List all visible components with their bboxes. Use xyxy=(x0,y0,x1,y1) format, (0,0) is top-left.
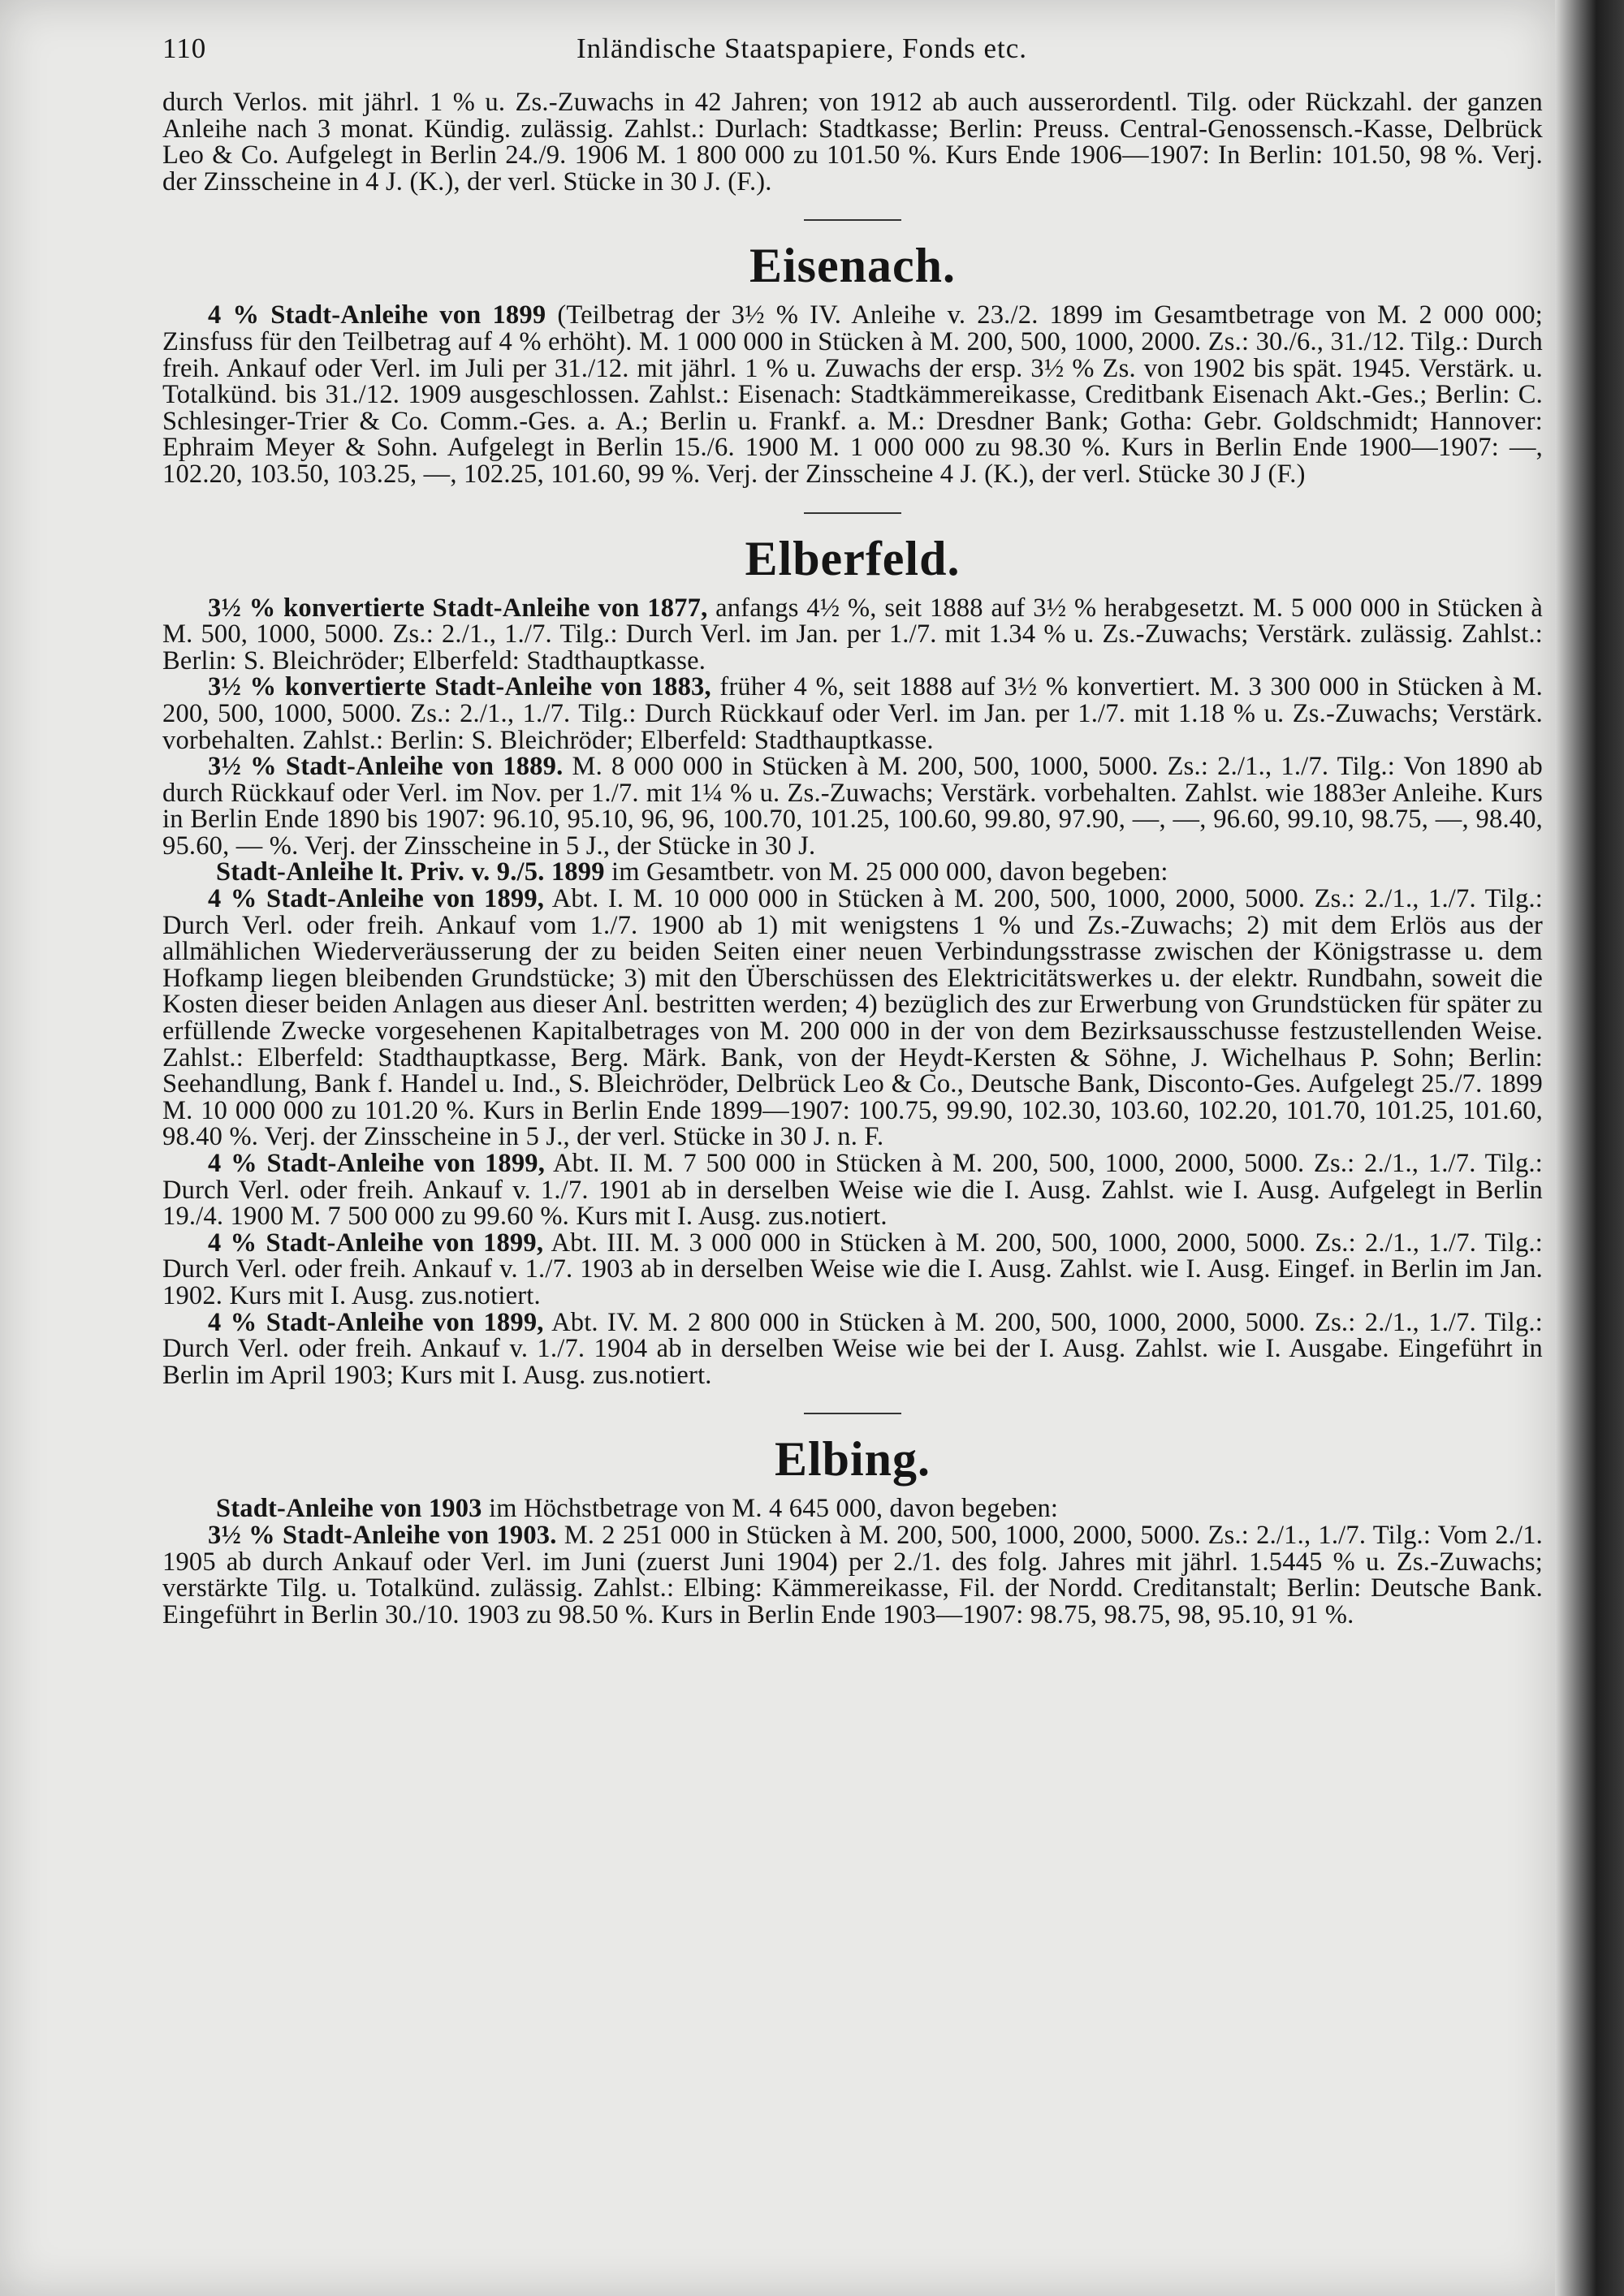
bond-entry xyxy=(162,1522,1543,1628)
bond-entry xyxy=(162,1230,1543,1310)
entry-heading: 3½ % Stadt-Anleihe von 1889. xyxy=(208,752,564,782)
entry-text: anfangs 4½ %, seit 1888 auf 3½ % herabgesetzt. M. 5 000 000 in Stücken à M. 500, 1000, 5000. Zs.: 2./1., 1./7. Tilg.: Durch Verl. im Jan. per 1./7. mit 1.34 % u. Zs.-Zuwachs; Verstärk. zulässig. Zahlst.: Berlin: S. Bleichröder; Elberfeld: Stadthauptkasse. xyxy=(162,593,1543,675)
entry-heading: 4 % Stadt-Anleihe von 1899, xyxy=(208,1307,544,1337)
entry-text: Abt. IV. M. 2 800 000 in Stücken à M. 200, 500, 1000, 2000, 5000. Zs.: 2./1., 1./7. Tilg.: Durch Verl. oder freih. Ankauf v. 1./7. 1904 ab in derselben Weise wie bei der I. Ausg. Zahlst. wie I. Ausgabe. Eingeführt in Berlin im April 1903; Kurs mit I. Ausg. zus.notiert. xyxy=(162,1307,1543,1390)
section-title-elbing: Elbing. xyxy=(774,1432,931,1487)
entry-text: Abt. I. M. 10 000 000 in Stücken à M. 200, 500, 1000, 2000, 5000. Zs.: 2./1., 1./7. Tilg.: Durch Verl. oder freih. Ankauf vom 1./7. 1900 ab 1) mit wenigstens 1 % und Zs.-Zuwachs; 2) mit dem Erlös aus der allmählichen Wiederveräusserung der zu beiden Seiten einer neuen Verbindungsstrasse zwischen der Königstrasse u. dem Hofkamp liegen bleibenden Grundstücke; 3) mit den Überschüssen des Elektricitätswerkes u. der elektr. Rundbahn, soweit die Kosten dieser beiden Anlagen aus dieser Anl. bestritten werden; 4) bezüglich des zur Erwerbung von Grundstücken für später zu erfüllende Zwecke vorgesehenen Kapitalbetrages von M. 200 000 in der von dem Bezirksausschusse festzustellenden Weise. Zahlst.: Elberfeld: Stadthauptkasse, Berg. Märk. Bank, von der Heydt-Kersten & Söhne, J. Wichelhaus P. Sohn; Berlin: Seehandlung, Bank f. Handel u. Ind., S. Bleichröder, Delbrück Leo & Co., Deutsche Bank, Disconto-Ges. Aufgelegt 25./7. 1899 M. 10 000 000 zu 101.20 %. Kurs in Berlin Ende 1899—1907: 100.75, 99.90, 102.30, 103.60, 102.20, 101.70, 101.25, 101.60, 98.40 %. Verj. der Zinsscheine in 5 J., der verl. Stücke in 30 J. n. F. xyxy=(162,884,1544,1152)
entry-heading: 4 % Stadt-Anleihe von 1899 xyxy=(208,300,546,330)
bond-entry xyxy=(162,674,1543,753)
running-header xyxy=(162,32,1543,89)
section-title-elberfeld: Elberfeld. xyxy=(745,531,961,585)
entry-heading: Stadt-Anleihe lt. Priv. v. 9./5. 1899 xyxy=(216,857,605,887)
bond-entry xyxy=(162,1150,1543,1230)
bond-entry xyxy=(162,886,1543,1150)
running-title: Inländische Staatspapiere, Fonds etc. xyxy=(577,32,1028,64)
entry-heading: 4 % Stadt-Anleihe von 1899, xyxy=(208,1149,546,1178)
bond-entry xyxy=(162,302,1543,487)
entry-heading: 3½ % Stadt-Anleihe von 1903. xyxy=(208,1520,557,1550)
entry-text: früher 4 %, seit 1888 auf 3½ % konvertiert. M. 3 300 000 in Stücken à M. 200, 500, 1000, 5000. Zs.: 2./1., 1./7. Tilg.: Durch Rückkauf oder Verl. im Jan. per 1./7. mit 1.18 % u. Zs.-Zuwachs; Verstärk. vorbehalten. Zahlst.: Berlin: S. Bleichröder; Elberfeld: Stadthauptkasse. xyxy=(162,672,1543,755)
entry-text: im Höchstbetrage von M. 4 645 000, davon begeben: xyxy=(482,1494,1059,1524)
section-title-eisenach: Eisenach. xyxy=(749,239,957,293)
entry-text: im Gesamtbetr. von M. 25 000 000, davon begeben: xyxy=(604,857,1168,887)
bond-entry xyxy=(162,1495,1543,1522)
entry-text: Abt. II. M. 7 500 000 in Stücken à M. 200, 500, 1000, 2000, 5000. Zs.: 2./1., 1./7. Tilg.: Durch Verl. oder freih. Ankauf v. 1./7. 1901 ab in derselben Weise wie die I. Ausg. Zahlst. wie I. Ausg. Aufgelegt in Berlin 19./4. 1900 M. 7 500 000 zu 99.60 %. Kurs mit I. Ausg. zus.notiert. xyxy=(162,1149,1544,1232)
document-page xyxy=(162,32,1543,1628)
intro-paragraph: durch Verlos. mit jährl. 1 % u. Zs.-Zuwachs in 42 Jahren; von 1912 ab auch ausserordentl. Tilg. oder Rückzahl. der ganzen Anleihe nach 3 monat. Kündig. zulässig. Zahlst.: Durlach: Stadtkasse; Berlin: Preuss. Central-Genossensch.-Kasse, Delbrück Leo & Co. Aufgelegt in Berlin 24./9. 1906 M. 1 800 000 zu 101.50 %. Kurs Ende 1906—1907: In Berlin: 101.50, 98 %. Verj. der Zinsscheine in 4 J. (K.), der verl. Stücke in 30 J. (F.). xyxy=(162,88,1543,196)
bond-entry xyxy=(162,1307,1543,1390)
section-divider xyxy=(804,512,901,514)
page-number: 110 xyxy=(162,32,207,64)
entry-heading: 3½ % konvertierte Stadt-Anleihe von 1883, xyxy=(208,672,711,702)
entry-text: M. 2 251 000 in Stücken à M. 200, 500, 1000, 2000, 5000. Zs.: 2./1., 1./7. Tilg.: Vom 2./1. 1905 ab durch Ankauf oder Verl. im Juni (zuerst Juni 1904) per 2./1. des folg. Jahres mit jährl. 1.5445 % u. Zs.-Zuwachs; verstärkte Tilg. u. Totalkünd. zulässig. Zahlst.: Elbing: Kämmereikasse, Fil. der Nordd. Creditanstalt; Berlin: Deutsche Bank. Eingeführt in Berlin 30./10. 1903 zu 98.50 %. Kurs in Berlin Ende 1903—1907: 98.75, 98.75, 98, 95.10, 91 %. xyxy=(162,1520,1543,1629)
entry-heading: 3½ % konvertierte Stadt-Anleihe von 1877, xyxy=(208,593,708,623)
bond-entry xyxy=(162,859,1543,886)
entry-text: (Teilbetrag der 3½ % IV. Anleihe v. 23./2. 1899 im Gesamtbetrage von M. 2 000 000; Zinsfuss für den Teilbetrag auf 4 % erhöht). M. 1 000 000 in Stücken à M. 200, 500, 1000, 2000. Zs.: 30./6., 31./12. Tilg.: Durch freih. Ankauf oder Verl. im Juli per 31./12. mit jährl. 1 % u. Zuwachs der ersp. 3½ % Zs. von 1902 bis spät. 1945. Verstärk. u. Totalkünd. bis 31./12. 1909 ausgeschlossen. Zahlst.: Eisenach: Stadtkämmereikasse, Creditbank Eisenach Akt.-Ges.; Berlin: C. Schlesinger-Trier & Co. Comm.-Ges. a. A.; Berlin u. Frankf. a. M.: Dresdner Bank; Gotha: Gebr. Goldschmidt; Hannover: Ephraim Meyer & Sohn. Aufgelegt in Berlin 15./6. 1900 M. 1 000 000 zu 98.30 %. Kurs in Berlin Ende 1900—1907: —, 102.20, 103.50, 103.25, —, 102.25, 101.60, 99 %. Verj. der Zinsscheine 4 J. (K.), der verl. Stücke 30 J (F.) xyxy=(162,300,1543,489)
entry-heading: 4 % Stadt-Anleihe von 1899, xyxy=(208,884,545,914)
entry-text: M. 8 000 000 in Stücken à M. 200, 500, 1000, 5000. Zs.: 2./1., 1./7. Tilg.: Von 1890 ab durch Rückkauf oder Verl. im Nov. per 1./7. mit 1¼ % u. Zs.-Zuwachs; Verstärk. vorbehalten. Zahlst. wie 1883er Anleihe. Kurs in Berlin Ende 1890 bis 1907: 96.10, 95.10, 96, 96, 100.70, 101.25, 100.60, 99.80, 97.90, —, —, 96.60, 99.10, 98.75, —, 98.40, 95.60, — %. Verj. der Zinsscheine in 5 J., der Stücke in 30 J. xyxy=(162,752,1543,861)
entry-heading: Stadt-Anleihe von 1903 xyxy=(216,1494,482,1524)
page-edge-shadow xyxy=(1555,0,1624,2296)
entry-heading: 4 % Stadt-Anleihe von 1899, xyxy=(208,1228,544,1258)
bond-entry xyxy=(162,595,1543,675)
section-divider xyxy=(804,1413,901,1414)
entry-text: Abt. III. M. 3 000 000 in Stücken à M. 200, 500, 1000, 2000, 5000. Zs.: 2./1., 1./7. Tilg.: Durch Verl. oder freih. Ankauf v. 1./7. 1903 ab in derselben Weise wie die I. Ausg. Zahlst. wie I. Ausg. Eingef. in Berlin im Jan. 1902. Kurs mit I. Ausg. zus.notiert. xyxy=(162,1228,1543,1310)
section-divider xyxy=(804,219,901,221)
bond-entry xyxy=(162,753,1543,859)
